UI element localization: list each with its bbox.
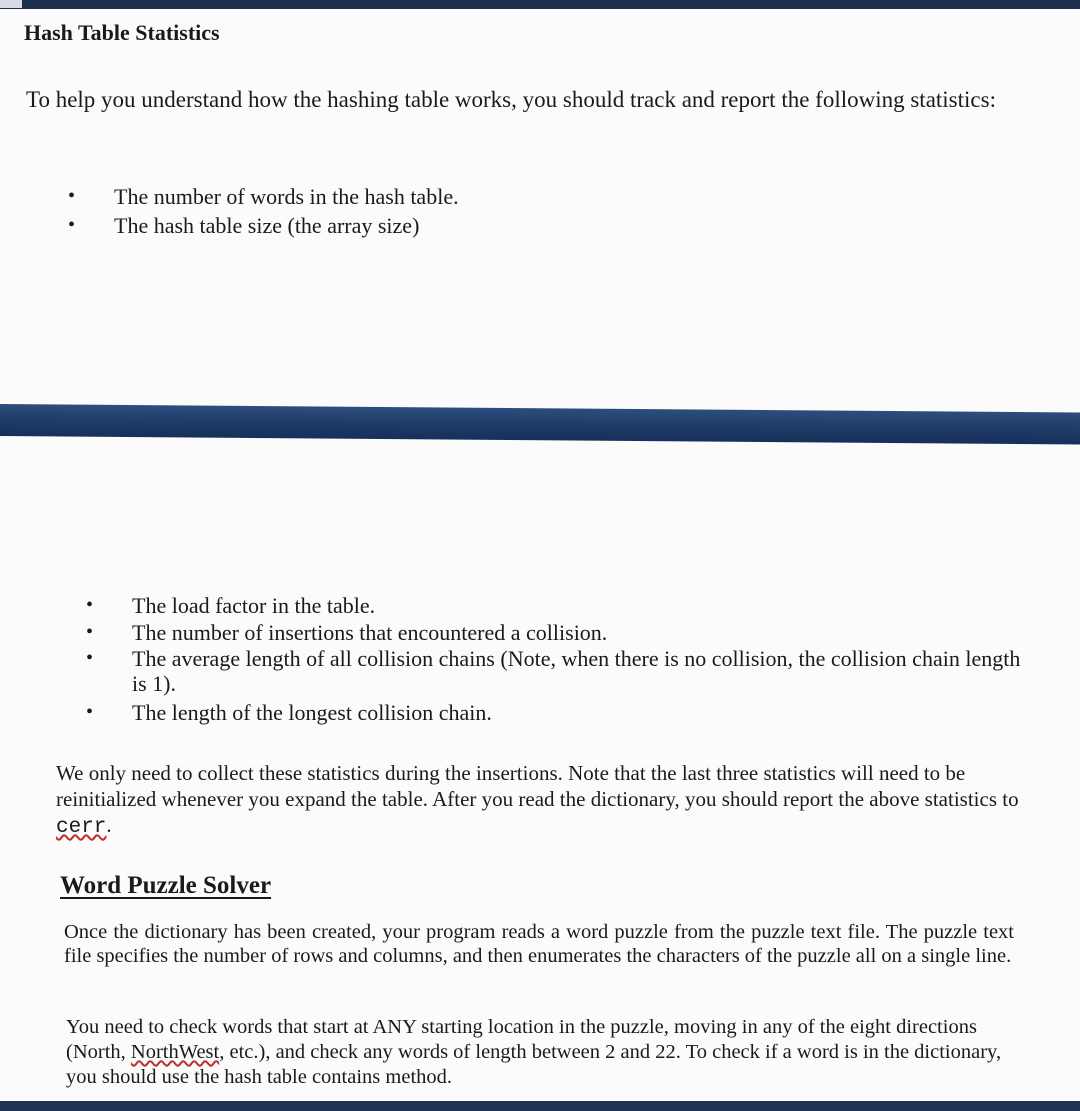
section-heading-hash-table-statistics: Hash Table Statistics: [24, 20, 220, 45]
list-item: • The length of the longest collision chain.: [86, 699, 1026, 726]
check-text-before: You need to check words that start at ANY starting location in the puzzle, moving in any of the eight directions (North,: [66, 1016, 977, 1063]
top-rule: [0, 0, 1080, 9]
list-item: • The number of words in the hash table.: [68, 182, 828, 211]
list-item: • The load factor in the table.: [86, 592, 1026, 619]
puzzle-input-paragraph: Once the dictionary has been created, your program reads a word puzzle from the puzzle text file. The puzzle text file specifies the number of rows and columns, and then enumerates the characters of the puzzle all on a single line.: [64, 921, 1014, 967]
bottom-rule: [0, 1101, 1080, 1111]
list-item: • The hash table size (the array size): [68, 211, 828, 240]
cerr-code: cerr: [56, 816, 107, 839]
statistics-list-bottom: [86, 592, 1026, 726]
collect-text: We only need to collect these statistics during the insertions. Note that the last three statistics will need to be reinitialized whenever you expand the table. After you read the dictionary, you should report the above statistics to: [56, 761, 1019, 811]
collect-end: .: [106, 813, 112, 837]
northwest-word: NorthWest: [130, 1041, 220, 1063]
list-item: • The average length of all collision chains (Note, when there is no collision, the collision chain length is 1).: [86, 646, 1026, 696]
check-text-after: , etc.), and check any words of length between 2 and 22. To check if a word is in the dictionary, you should use the hash table contains method.: [66, 1041, 1002, 1088]
word-check-paragraph: [66, 1015, 1011, 1090]
list-item: • The number of insertions that encountered a collision.: [86, 619, 1026, 646]
intro-paragraph: To help you understand how the hashing table works, you should track and report the following statistics:: [26, 87, 996, 112]
statistics-list-top: [68, 182, 828, 240]
page-divider-band: [0, 404, 1080, 444]
top-rule-accent: [0, 0, 22, 8]
collect-statistics-paragraph: [56, 760, 1036, 841]
section-heading-word-puzzle-solver: Word Puzzle Solver: [60, 872, 272, 899]
